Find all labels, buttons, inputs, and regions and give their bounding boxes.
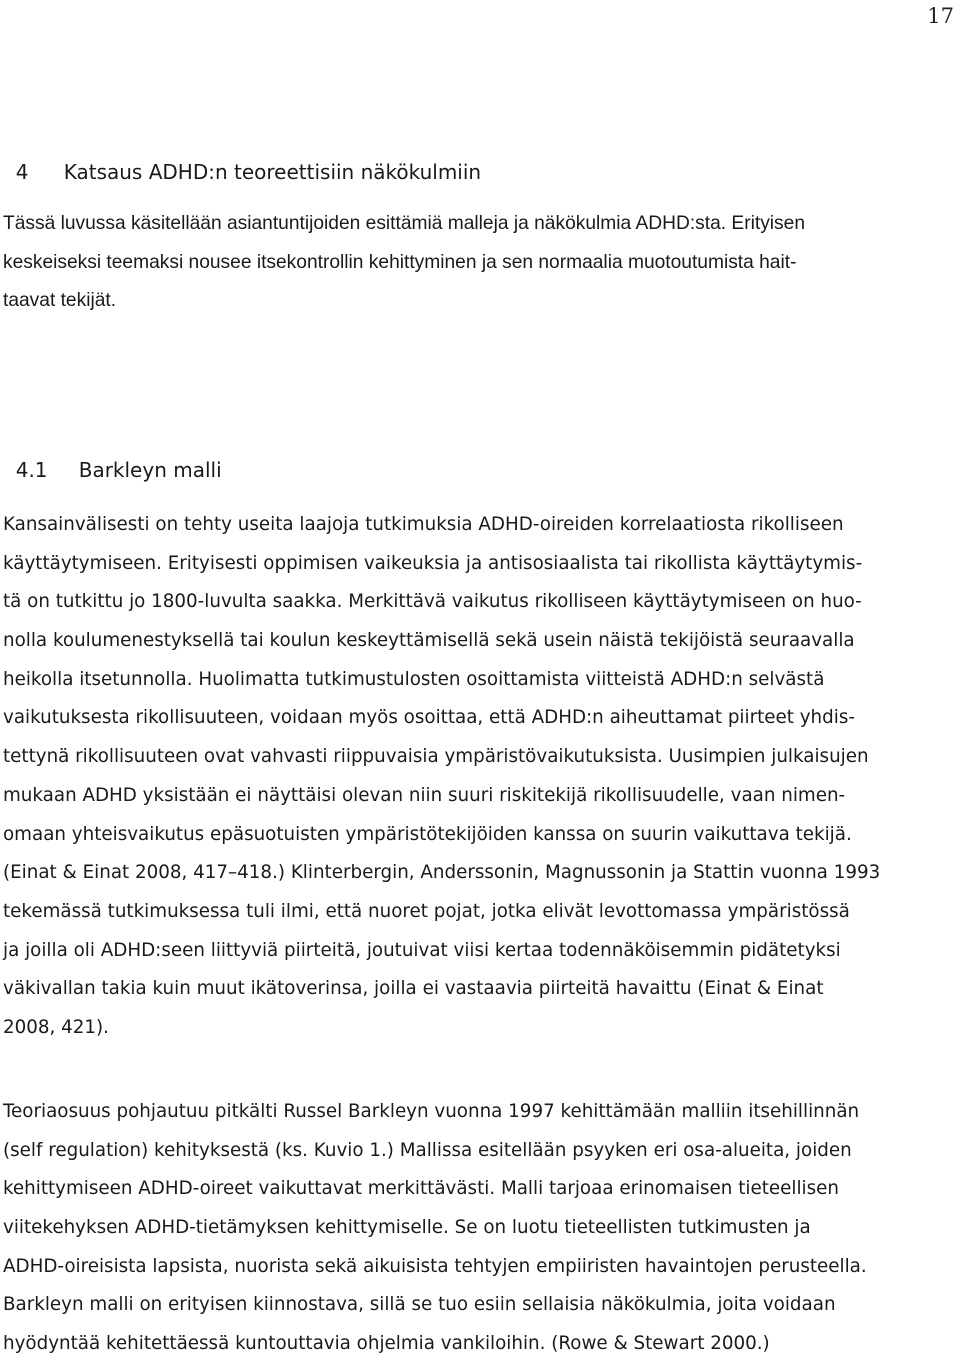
paragraph1-line: ja joilla oli ADHD:seen liittyviä piirteitä, joutuivat viisi kertaa todennäköisemmin pidätetyksi — [3, 939, 841, 961]
chapter-number: 4 — [15, 160, 29, 184]
paragraph1-line: omaan yhteisvaikutus epäsuotuisten ympäristötekijöiden kanssa on suurin vaikuttava tekijä. — [3, 823, 852, 845]
section-title: Barkleyn malli — [78, 458, 222, 482]
paragraph2-line: Teoriaosuus pohjautuu pitkälti Russel Barkleyn vuonna 1997 kehittämään malliin itsehillinnän — [3, 1101, 860, 1122]
chapter-title: Katsaus ADHD:n teoreettisiin näkökulmiin — [63, 160, 482, 184]
paragraph2-line: viitekehyksen ADHD-tietämyksen kehittymiselle. Se on luotu tieteellisten tutkimusten ja — [3, 1217, 811, 1239]
paragraph1-line: mukaan ADHD yksistään ei näyttäisi olevan niin suuri riskitekijä rikollisuudelle, vaan nimen- — [3, 784, 846, 806]
intro-paragraph — [3, 205, 948, 321]
paragraph1-line: Kansainvälisesti on tehty useita laajoja tutkimuksia ADHD-oireiden korrelaatiosta rikolliseen — [3, 514, 844, 535]
intro-line: Tässä luvussa käsitellään asiantuntijoiden esittämiä malleja ja näkökulmia ADHD:sta. Erityisen — [3, 213, 805, 234]
paragraph2-line: Barkleyn malli on erityisen kiinnostava, sillä se tuo esiin sellaisia näkökulmia, joita voidaan — [3, 1294, 836, 1316]
chapter-heading — [3, 136, 481, 184]
paragraph1-line: tettynä rikollisuuteen ovat vahvasti riippuvaisia ympäristövaikutuksista. Uusimpien julkaisujen — [3, 746, 869, 768]
paragraph1-line: käyttäytymiseen. Erityisesti oppimisen vaikeuksia ja antisosiaalista tai rikollista käyttäytymis- — [3, 552, 863, 574]
paragraph-criminality — [3, 506, 948, 1048]
section-heading — [3, 434, 222, 482]
paragraph1-line: väkivallan takia kuin muut ikätoverinsa, joilla ei vastaavia piirteitä havaittu (Einat & Einat — [3, 978, 824, 1000]
paragraph1-line: tä on tutkittu jo 1800-luvulta saakka. Merkittävä vaikutus rikolliseen käyttäytymiseen on huo- — [3, 591, 862, 613]
intro-line: keskeiseksi teemaksi nousee itsekontrollin kehittyminen ja sen normaalia muotoutumista hait- — [3, 251, 797, 273]
intro-line: taavat tekijät. — [3, 290, 117, 312]
paragraph1-line: nolla koulumenestyksellä tai koulun keskeyttämisellä sekä usein näistä tekijöistä seuraavalla — [3, 630, 855, 652]
paragraph2-line: (self regulation) kehityksestä (ks. Kuvio 1.) Mallissa esitellään psyyken eri osa-alueita, joiden — [3, 1139, 852, 1161]
paragraph2-line: ADHD-oireisista lapsista, nuorista sekä aikuisista tehtyjen empiiristen havaintojen perusteella. — [3, 1255, 867, 1277]
paragraph2-line: kehittymiseen ADHD-oireet vaikuttavat merkittävästi. Malli tarjoaa erinomaisen tieteellisen — [3, 1178, 839, 1200]
paragraph2-line: hyödyntää kehitettäessä kuntouttavia ohjelmia vankiloihin. (Rowe & Stewart 2000.) — [3, 1333, 770, 1355]
paragraph1-line: 2008, 421). — [3, 1016, 109, 1038]
section-number: 4.1 — [15, 458, 48, 482]
paragraph1-line: vaikutuksesta rikollisuuteen, voidaan myös osoittaa, että ADHD:n aiheuttamat piirteet yhdis- — [3, 707, 855, 729]
paragraph1-line: heikolla itsetunnolla. Huolimatta tutkimustulosten osoittamista viitteistä ADHD:n selvästä — [3, 668, 825, 690]
paragraph1-line: tekemässä tutkimuksessa tuli ilmi, että nuoret pojat, jotka elivät levottomassa ympäristössä — [3, 900, 850, 922]
page-number: 17 — [927, 4, 954, 28]
paragraph1-line: (Einat & Einat 2008, 417–418.) Klinterbergin, Anderssonin, Magnussonin ja Stattin vuonna 1993 — [3, 862, 881, 884]
paragraph-barkley-model — [3, 1093, 948, 1364]
